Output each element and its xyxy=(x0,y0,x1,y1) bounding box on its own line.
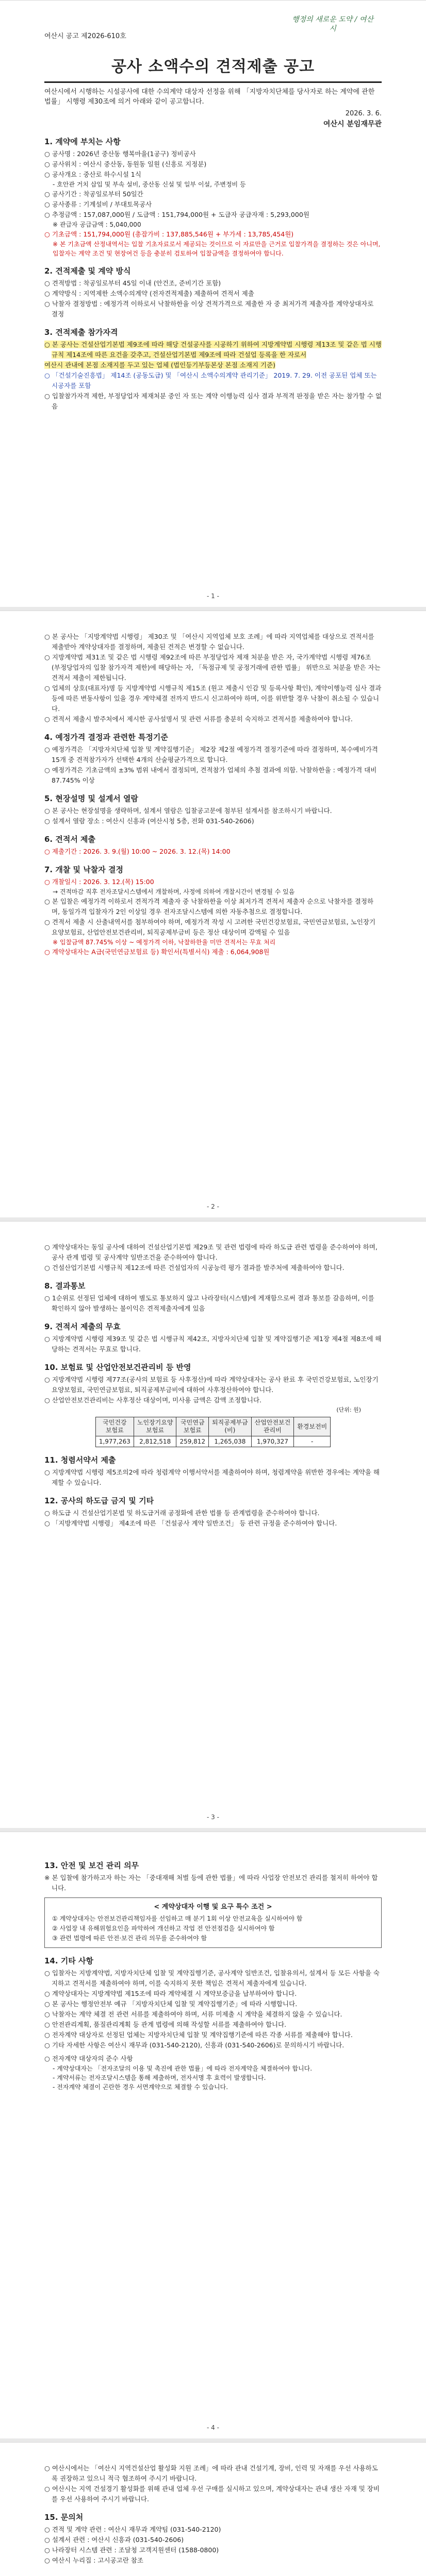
s11-item: ○ 지방계약법 시행령 제5조의2에 따라 청렴계약 이행서약서를 제출하여야 하며, 청렴계약을 위반한 경우에는 계약을 해제할 수 있습니다. xyxy=(44,1468,380,1486)
announcement-date: 2026. 3. 6. xyxy=(345,110,382,117)
s1-item: ○ 공사종류 : 기계설비 / 부대토목공사 xyxy=(44,200,152,208)
document-page-4 xyxy=(0,1832,426,2438)
s14-item: ○ 전자계약 대상자로 선정된 업체는 지방자치단체 입찰 및 계약집행기준에 따른 각종 서류를 제출해야 합니다. xyxy=(44,2031,353,2039)
section-6-title: 6. 견적서 제출 xyxy=(44,835,96,844)
p2-item: ○ 업체의 상호(대표자)명 등 지방계약법 시행규칙 제15조 (원고 제출시 인감 및 등록사항 확인), 계약이행능력 심사 결과 등에 따른 변동사항이 있을 경우 계약체결 전까지 반드시 신고하여야 하며, 이를 위반할 경우 낙찰이 취소될 수 있습니다. xyxy=(44,684,382,713)
s9-item: ○ 지방계약법 시행령 제39조 및 같은 법 시행규칙 제42조, 지방자치단체 입찰 및 계약집행기준 제1장 제4절 제8조에 해당하는 견적서는 무효로 합니다. xyxy=(44,1335,382,1353)
section-2-title: 2. 견적제출 및 계약 방식 xyxy=(44,266,131,276)
s14-item: ○ 계약상대자는 지방계약법 제15조에 따라 계약체결 시 계약보증금을 납부하여야 합니다. xyxy=(44,1990,297,1997)
table-row xyxy=(95,1436,330,1447)
sub-item: - 전자계약 체결이 곤란한 경우 서면계약으로 체결할 수 있습니다. xyxy=(53,2083,228,2091)
s13-item: ※ 본 입찰에 참가하고자 하는 자는 「중대재해 처벌 등에 관한 법률」에 따라 사업장 안전보건 관리를 철저히 하여야 합니다. xyxy=(44,1874,378,1892)
table-cell: 2,812,518 xyxy=(134,1436,176,1447)
s8-item: ○ 1순위로 선정된 업체에 대하여 별도로 통보하지 않고 나라장터(시스템)에 게재함으로써 결과 통보를 갈음하며, 이를 확인하지 않아 발생하는 불이익은 견적제출자에게 있음 xyxy=(44,1294,374,1312)
s3-item: ○ 「건설기술진흥법」 제14조 (공동도급) 및 「여산시 소액수의계약 관리기준」 2019. 7. 29. 이전 공포된 업체 또는 시공자를 포함 xyxy=(44,371,377,389)
section-11-title: 11. 청렴서약서 제출 xyxy=(44,1455,116,1465)
s6-submission-period: ○ 제출기간 : 2026. 3. 9.(월) 10:00 ~ 2026. 3. 12.(목) 14:00 xyxy=(44,848,231,855)
table-cell: 259,812 xyxy=(176,1436,209,1447)
document-page-1 xyxy=(0,0,426,607)
table-header: 노인장기요양 보험료 xyxy=(134,1417,176,1436)
table-header: 퇴직공제부금 (비) xyxy=(209,1417,252,1436)
table-cell: 1,977,263 xyxy=(95,1436,134,1447)
p3-item: ○ 건설산업기본법 시행규칙 제12조에 따른 건설업자의 시공능력 평가 결과를 발주처에 제출하여야 합니다. xyxy=(44,1264,345,1272)
section-3-title: 3. 견적제출 참가자격 xyxy=(44,328,118,337)
s3-item-highlight: 여산시 관내에 본점 소재지를 두고 있는 업체 (법인등기부등본상 본점 소재지 기준) xyxy=(44,361,275,369)
s14-item: ○ 본 공사는 행정안전부 예규 「지방자치단체 입찰 및 계약집행기준」에 따라 시행합니다. xyxy=(44,2000,298,2008)
s5-item: ○ 본 공사는 현장설명을 생략하며, 설계서 열람은 입찰공고문에 첨부된 설계서를 참조하시기 바랍니다. xyxy=(44,807,332,815)
s1-note: ※ 본 기초금액 산정내역서는 입찰 기초자료로서 제공되는 것이므로 이 자료만을 근거로 입찰가격을 결정하는 것은 아니며, xyxy=(53,241,381,248)
sub-item: - 계약서류는 전자조달시스템을 통해 제출하며, 전자서명 후 효력이 발생합니다. xyxy=(53,2074,266,2081)
s14-item: ○ 입찰자는 지방계약법, 지방자치단체 입찰 및 계약집행기준, 공사계약 일반조건, 입찰유의서, 설계서 등 모든 사항을 숙지하고 견적서를 제출하여야 하며, 이를 숙지하지 못한 책임은 견적서 제출자에게 있습니다. xyxy=(44,1969,380,1987)
s3-item xyxy=(44,340,382,360)
s12-item: ○ 「지방계약법 시행령」 제4조에 따른 「건설공사 계약 일반조건」 등 관련 규정을 준수하여야 합니다. xyxy=(44,1519,337,1527)
special-condition: ① 계약상대자는 안전보건관리책임자를 선임하고 매 분기 1회 이상 안전교육을 실시하여야 함 xyxy=(52,1915,303,1922)
special-conditions-box xyxy=(44,1897,382,1948)
page-number: - 3 - xyxy=(207,1814,219,1821)
table-cell: - xyxy=(294,1436,331,1447)
table-header-row xyxy=(95,1417,330,1436)
s14-item: ○ 낙찰자는 계약 체결 전 관련 서류를 제출하여야 하며, 서류 미제출 시 계약을 체결하지 않을 수 있습니다. xyxy=(44,2010,342,2018)
s5-item: ○ 설계서 열람 장소 : 여산시 신흥과 (여산시청 5층, 전화 031-540-2606) xyxy=(44,817,254,825)
page-number: - 1 - xyxy=(207,592,219,600)
title-rule xyxy=(44,81,382,83)
s1-item: ○ 공사명 : 2026년 중산동 행복마을(1공구) 정비공사 xyxy=(44,150,196,158)
special-conditions-title: < 계약상대자 이행 및 요구 특수 조건 > xyxy=(154,1903,272,1911)
table-unit: (단위: 원) xyxy=(336,1406,361,1413)
issuing-organization: 여산시 분임재무관 xyxy=(323,120,382,128)
section-9-title: 9. 견적서 제출의 무효 xyxy=(44,1322,121,1331)
announcement-number: 여산시 공고 제2026-610호 xyxy=(44,32,126,40)
s1-item-base-amount: ○ 기초금액 : 151,794,000원 (총잡가비 : 137,885,546원 + 부가세 : 13,785,454원) xyxy=(44,230,294,238)
s4-item: ○ 예정가격은 기초금액의 ±3% 범위 내에서 결정되며, 견적참가 업체의 추첨 결과에 의함. 낙찰하한율 : 예정가격 대비 87.745% 이상 xyxy=(44,766,377,784)
s2-item: ○ 계약방식 : 지역제한 소액수의계약 (전자견적제출) 제출하여 견적서 제출 xyxy=(44,290,254,297)
page-number: - 2 - xyxy=(207,1203,219,1210)
s7-item: ○ 견적서 제출 시 산출내역서를 첨부하여야 하며, 예정가격 작성 시 고려한 국민건강보험료, 국민연금보험료, 노인장기요양보험료, 산업안전보건관리비, 퇴직공제부금비 등은 정산 대상이며 감액될 수 있음 xyxy=(44,918,376,936)
s14-item: ○ 안전관리계획, 품질관리계획 등 관계 법령에 의해 작성할 서류를 제출하여야 합니다. xyxy=(44,2021,287,2028)
p2-item: ○ 지방계약법 제31조 및 같은 법 시행령 제92조에 따른 부정당업자 제재 처분을 받은 자, 국가계약법 시행령 제76조 (부정당업자의 입찰 참가자격 제한)에 해당하는 자, 「독점규제 및 공정거래에 관한 법률」 위반으로 처분을 받은 자는 견적서 제출이 제한됩니다. xyxy=(44,653,381,682)
s3-item xyxy=(44,360,382,370)
p2-item: ○ 본 공사는 「지방계약법 시행령」 제30조 및 「여산시 지역업체 보호 조례」에 따라 지역업체를 대상으로 견적서를 제출받아 계약상대자를 결정하며, 제출된 견적은 변경할 수 없습니다. xyxy=(44,633,374,651)
s7-opening-date: ○ 개찰일시 : 2026. 3. 12.(목) 15:00 xyxy=(44,878,154,886)
p5-item: ○ 여산시는 지역 건설경기 활성화를 위해 관내 업체 우선 구매를 실시하고 있으며, 계약상대자는 관내 생산 자재 및 장비를 우선 사용하여 주시기 바랍니다. xyxy=(44,2485,380,2503)
document-page-5 xyxy=(0,2442,426,2576)
table-header: 산업안전보건 관리비 xyxy=(251,1417,294,1436)
s1-item: ○ 추정금액 : 157,087,000원 / 도급액 : 151,794,000원 + 도급자 공급자재 : 5,293,000원 xyxy=(44,211,309,218)
s7-item: ○ 계약상대자는 A급(국민연금보험료 등) 확인서(특별서식) 제출 : 6,064,908원 xyxy=(44,948,270,956)
section-5-title: 5. 현장설명 및 설계서 열람 xyxy=(44,794,138,803)
s15-item: ○ 견적 및 계약 관련 : 여산시 재무과 계약팀 (031-540-2120) xyxy=(44,2526,221,2533)
p2-item: ○ 견적서 제출시 발주처에서 제시한 공사설명서 및 관련 서류를 충분히 숙지하고 견적서를 제출하여야 합니다. xyxy=(44,715,353,723)
s4-item: ○ 예정가격은 「지방자치단체 입찰 및 계약집행기준」 제2장 제2절 예정가격 결정기준에 따라 결정하며, 복수예비가격 15개 중 견적참가자가 선택한 4개의 산술평균가격으로 합니다. xyxy=(44,745,378,764)
s7-item: ○ 본 입찰은 예정가격 이하로서 견적가격 제출자 중 낙찰하한율 이상 최저가격 견적서 제출자 순으로 낙찰자를 결정하며, 동일가격 입찰자가 2인 이상일 경우 전자조달시스템에 의한 자동추첨으로 결정합니다. xyxy=(44,897,374,916)
p3-item: ○ 계약상대자는 동일 공사에 대하여 건설산업기본법 제29조 및 관련 법령에 따라 하도급 관련 법령을 준수하여야 하며, 공사 관계 법령 및 공사계약 일반조건을 준수하여야 합니다. xyxy=(44,1243,378,1261)
s15-item: ○ 여산시 누리집 : 고시공고란 참조 xyxy=(44,2556,143,2564)
p5-item: ○ 여산시에서는 「여산시 지역건설산업 활성화 지원 조례」에 따라 관내 건설기계, 장비, 인력 및 자재를 우선 사용하도록 권장하고 있으니 적극 협조하여 주시기 바랍니다. xyxy=(44,2464,378,2482)
intro-text: 여산시에서 시행하는 시설공사에 대한 수의계약 대상자 선정을 위해 「지방자치단체를 당사자로 하는 계약에 관한 법률」 시행령 제30조에 의거 아래와 같이 공고합니다. xyxy=(44,88,375,106)
s1-item: ○ 공사개요 : 중산로 하수시설 1식 xyxy=(44,171,141,178)
s1-item: ○ 공사기간 : 착공일로부터 50일간 xyxy=(44,190,143,198)
city-logo: 행정의 새로운 도약 / 여산시 xyxy=(292,15,373,33)
section-7-title: 7. 개찰 및 낙찰자 결정 xyxy=(44,865,123,874)
document-page-2 xyxy=(0,611,426,1217)
page-number: - 4 - xyxy=(207,2424,219,2431)
s2-item: ○ 견적방법 : 착공일로부터 45일 이내 (안건조, 준비기간 포함) xyxy=(44,279,221,287)
insurance-table xyxy=(95,1417,331,1447)
document-title: 공사 소액수의 견적제출 공고 xyxy=(111,58,315,76)
s3-item: ○ 입찰참가자격 제한, 부정당업자 제재처분 중인 자 또는 계약 이행능력 심사 결과 부적격 판정을 받은 자는 참가할 수 없음 xyxy=(44,392,382,410)
s1-subitem: ※ 관급자 공급금액 : 5,040,000 xyxy=(53,221,141,228)
s12-item: ○ 하도급 시 건설산업기본법 및 하도급거래 공정화에 관한 법률 등 관계법령을 준수하여야 합니다. xyxy=(44,1509,320,1517)
table-header: 환경보전비 xyxy=(294,1417,331,1436)
section-13-title: 13. 안전 및 보건 관리 의무 xyxy=(44,1861,139,1870)
sub-item: - 계약상대자는 「전자조달의 이용 및 촉진에 관한 법률」에 따라 전자계약을 체결하여야 합니다. xyxy=(53,2065,313,2072)
section-8-title: 8. 결과통보 xyxy=(44,1281,86,1291)
document-page-3 xyxy=(0,1221,426,1828)
section-12-title: 12. 공사의 하도급 금지 및 기타 xyxy=(44,1496,154,1505)
section-4-title: 4. 예정가격 결정과 관련한 특정기준 xyxy=(44,733,168,742)
table-cell: 1,970,327 xyxy=(251,1436,294,1447)
s1-subitem: - 호안관 거치 삽입 및 부속 설비, 중산동 신설 및 일부 이설, 주변정비 등 xyxy=(53,181,246,188)
table-cell: 1,265,038 xyxy=(209,1436,252,1447)
s15-item: ○ 설계서 관련 : 여산시 신흥과 (031-540-2606) xyxy=(44,2536,184,2544)
s1-item: ○ 공사위치 : 여산시 중산동, 동원동 일원 (신흥로 지정분) xyxy=(44,160,207,168)
special-condition: ③ 관련 법령에 따른 안전·보건 관리 의무를 준수하여야 함 xyxy=(52,1935,207,1942)
s7-note: ※ 입찰금액 87.745% 이상 ~ 예정가격 이하, 낙찰하한율 미만 견적서는 무효 처리 xyxy=(53,939,276,946)
s10-item: ○ 지방계약법 시행령 제77조(공사의 보험료 등 사후정산)에 따라 계약상대자는 공사 완료 후 국민건강보험료, 노인장기요양보험료, 국민연금보험료, 퇴직공제부금비에 대하여 사후정산하여야 합니다. xyxy=(44,1376,379,1394)
s14-item: ○ 기타 자세한 사항은 여산시 재무과 (031-540-2120), 신흥과 (031-540-2606)로 문의하시기 바랍니다. xyxy=(44,2041,345,2049)
s2-item: ○ 낙찰자 결정방법 : 예정가격 이하로서 낙찰하한율 이상 견적가격으로 제출한 자 중 최저가격 제출자를 계약상대자로 결정 xyxy=(44,300,374,318)
table-header: 국민연금 보험료 xyxy=(176,1417,209,1436)
s7-subitem: → 견적마감 직후 전자조달시스템에서 개찰하며, 사정에 의하여 개찰시간이 변경될 수 있음 xyxy=(53,888,295,895)
s15-item: ○ 나라장터 시스템 관련 : 조달청 고객지원센터 (1588-0800) xyxy=(44,2546,219,2554)
s10-item: ○ 산업안전보건관리비는 사후정산 대상이며, 미사용 금액은 감액 조정합니다. xyxy=(44,1396,261,1404)
special-condition: ② 사업장 내 유해위험요인을 파악하여 개선하고 작업 전 안전점검을 실시하여야 함 xyxy=(52,1925,275,1932)
section-14-title: 14. 기타 사항 xyxy=(44,1956,93,1965)
s3-item-highlight: ○ 본 공사는 건설산업기본법 제9조에 따라 해당 건설공사를 시공하기 위하여 지방계약법 시행령 제13조 및 같은 법 시행규칙 제14조에 따른 요건을 갖추고, 건설산업기본법 제9조에 따라 건설업 등록을 한 자로서 xyxy=(44,341,382,359)
section-15-title: 15. 문의처 xyxy=(44,2513,84,2522)
table-header: 국민건강 보험료 xyxy=(95,1417,134,1436)
section-10-title: 10. 보험료 및 산업안전보건관리비 등 반영 xyxy=(44,1363,191,1372)
section-1-title: 1. 계약에 부치는 사항 xyxy=(44,137,121,146)
s1-note: 입찰자는 계약 조건 및 현장여건 등을 충분히 검토하여 입찰금액을 결정하여야 합니다. xyxy=(53,250,284,257)
subsection-title: ○ 전자계약 대상자의 준수 사항 xyxy=(44,2055,133,2062)
